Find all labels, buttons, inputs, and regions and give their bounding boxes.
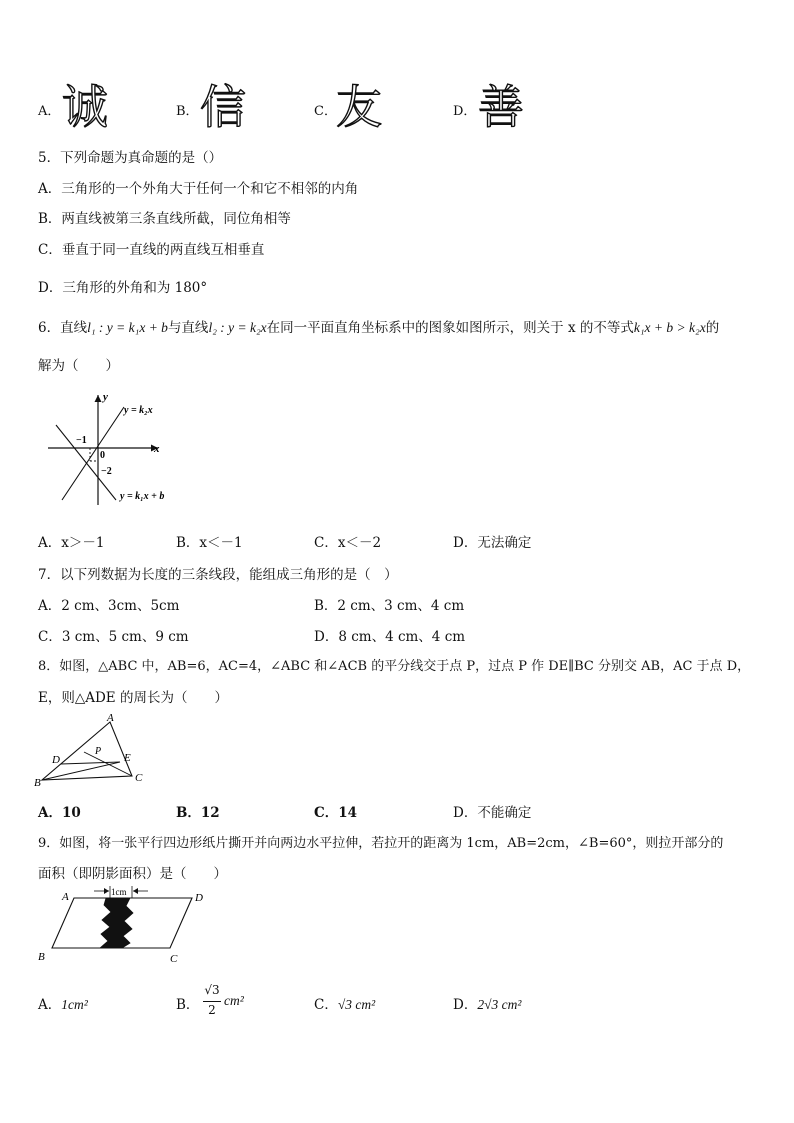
q5-option-a: A．三角形的一个外角大于任何一个和它不相邻的内角: [38, 181, 359, 197]
q6-stem-mid: 与直线: [167, 320, 209, 336]
q8-option-c: C．14: [314, 805, 358, 821]
q9-option-d-value: 2√3 cm²: [477, 997, 522, 1012]
q9-label-d: D: [195, 892, 203, 904]
q8-stem-line2: E，则△ADE 的周长为（ ）: [38, 690, 228, 706]
q9-option-b-numerator: √3: [204, 983, 220, 997]
q9-label-c: C: [170, 953, 178, 965]
q7-option-c: C．3 cm、5 cm、9 cm: [38, 629, 189, 645]
q6-stem-part2: 在同一平面直角坐标系中的图象如图所示，则关于 x 的不等式: [266, 320, 634, 336]
q9-label-b: B: [38, 951, 45, 963]
q9-option-a-value: 1cm²: [61, 997, 88, 1012]
q5-option-c: C．垂直于同一直线的两直线互相垂直: [38, 242, 265, 258]
q4-option-a-label: A．: [38, 104, 61, 119]
q8-stem-line1: 8．如图，△ABC 中，AB=6，AC=4，∠ABC 和∠ACB 的平分线交于点 P，过点 P 作 DE∥BC 分别交 AB，AC 于点 D，: [38, 659, 751, 674]
q9-option-a-label: A．: [38, 997, 62, 1013]
q9-option-a: [38, 993, 88, 1013]
q6-stem-part1: 6．直线: [38, 320, 88, 336]
q6-inequality: k₁x + b > k₂x: [633, 320, 706, 335]
q4-option-c-char: 友: [336, 80, 382, 134]
q4-option-d-char: 善: [478, 80, 524, 134]
q9-arrowhead-left: [104, 888, 109, 894]
q9-stem-line2: 面积（即阴影面积）是（ ）: [38, 866, 227, 882]
q8-option-a: A．10: [38, 805, 81, 821]
q9-stem-line1: 9．如图，将一张平行四边形纸片撕开并向两边水平拉伸，若拉开的距离为 1cm，AB=2cm，∠B=60°，则拉开部分的: [38, 836, 724, 851]
q4-option-b-label: B．: [176, 104, 199, 119]
q9-option-d: [453, 993, 521, 1013]
q6-stem-part3: 的: [705, 320, 720, 336]
q5-option-d: D．三角形的外角和为 180°: [38, 280, 208, 296]
q7-stem: 7．以下列数据为长度的三条线段，能组成三角形的是（ ）: [38, 567, 398, 583]
q9-label-a: A: [62, 891, 69, 903]
q9-option-c-label: C．: [314, 997, 338, 1013]
q6-x-label: x: [154, 443, 160, 455]
q9-shaded-region: [100, 898, 133, 948]
q6-stem-line2: 解为（ ）: [38, 358, 119, 374]
q6-neg2-label: −2: [101, 466, 112, 477]
q4-option-d-label: D．: [453, 104, 477, 119]
q9-dist-label: 1cm: [111, 887, 127, 897]
q7-option-a: A．2 cm、3cm、5cm: [38, 598, 180, 614]
q4-option-a-char: 诚: [62, 80, 108, 134]
q6-line-a-label: y = k₂x: [124, 405, 153, 416]
q8-label-d: D: [52, 754, 60, 766]
q9-option-b-fraction-bar: [203, 1001, 221, 1002]
q9-option-c-value: √3 cm²: [337, 997, 376, 1012]
q6-line-l1: l₁ : y = k₁x + b: [87, 320, 168, 335]
q8-triangle-abc: [42, 722, 132, 780]
q6-neg1-label: −1: [76, 435, 87, 446]
q9-option-c: [314, 993, 375, 1013]
q8-option-d: D．不能确定: [453, 805, 532, 821]
q6-option-b: B．x＜－1: [176, 535, 243, 551]
q6-option-c: C．x＜－2: [314, 535, 382, 551]
q4-option-b-char: 信: [200, 80, 246, 134]
q6-stem-line: [38, 316, 719, 336]
q9-option-b-denominator: 2: [208, 1003, 216, 1017]
q6-origin-label: 0: [100, 450, 105, 461]
q6-line-k2x: [62, 407, 124, 500]
q8-option-b: B．12: [176, 805, 220, 821]
q7-option-d: D．8 cm、4 cm、4 cm: [314, 629, 466, 645]
q6-graph: [40, 385, 190, 510]
q6-y-label: y: [103, 391, 108, 403]
q8-label-p: P: [95, 746, 102, 757]
q7-option-b: B．2 cm、3 cm、4 cm: [314, 598, 465, 614]
q6-option-d: D．无法确定: [453, 535, 532, 551]
q9-option-b-unit: cm²: [224, 993, 244, 1008]
q6-line-b-label: y = k₁x + b: [120, 491, 165, 502]
q6-option-a: A．x＞－1: [38, 535, 105, 551]
q5-option-b: B．两直线被第三条直线所截，同位角相等: [38, 211, 291, 227]
q9-arrowhead-right: [133, 888, 138, 894]
q9-option-b-label: B．: [176, 997, 200, 1013]
q8-label-a: A: [107, 712, 114, 724]
q5-stem: 5．下列命题为真命题的是（）: [38, 150, 223, 166]
q9-figure: [34, 884, 214, 966]
q8-figure: [34, 712, 154, 792]
q8-label-b: B: [34, 777, 41, 789]
q4-option-c-label: C．: [314, 104, 337, 119]
q9-option-d-label: D．: [453, 997, 478, 1013]
q6-line-l2: l₂ : y = k₂x: [208, 320, 267, 335]
q8-label-c: C: [135, 772, 143, 784]
q8-label-e: E: [124, 752, 131, 764]
